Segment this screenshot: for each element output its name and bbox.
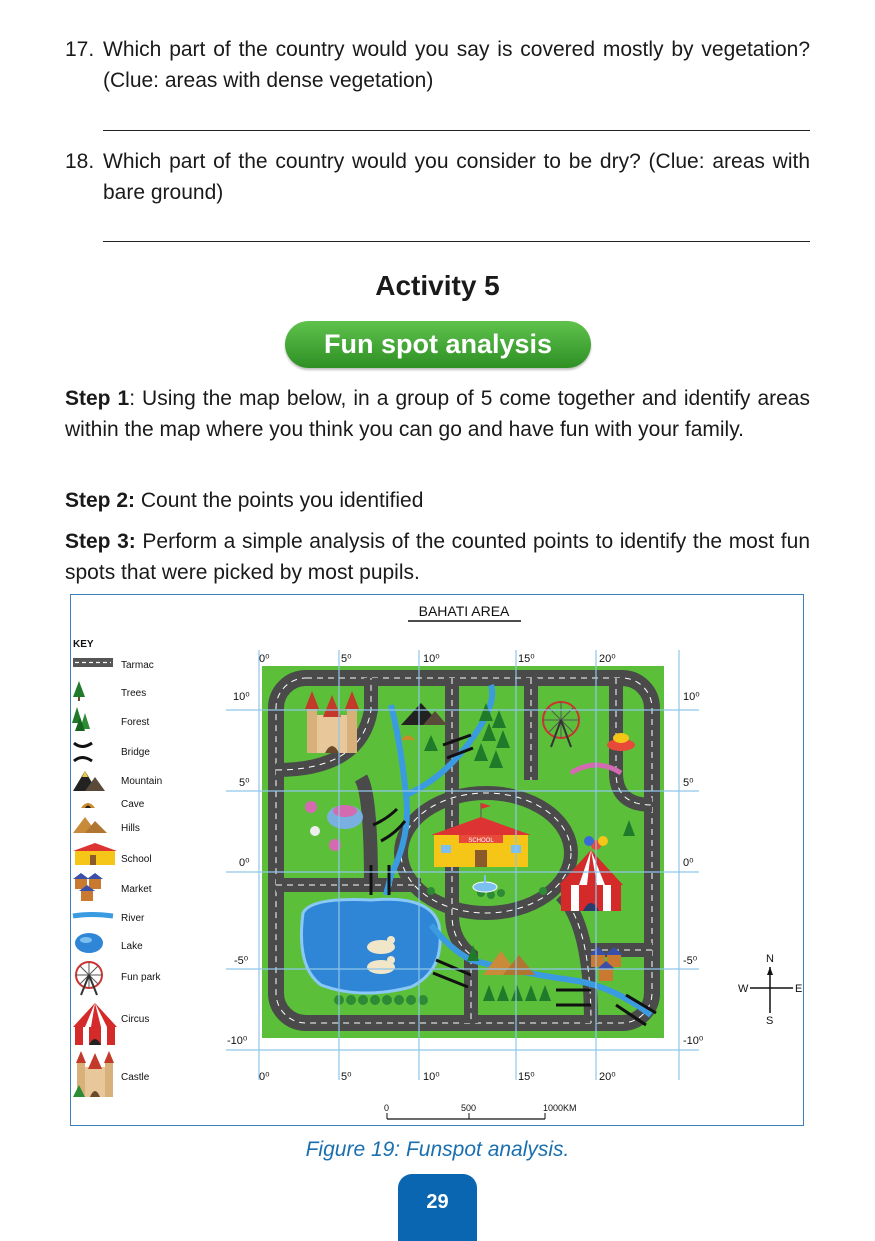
market-icon [73,873,103,901]
svg-text:-5⁰: -5⁰ [683,955,698,967]
svg-text:W: W [738,983,749,995]
question-17 [65,34,810,96]
key-label: Trees [121,688,147,699]
fun-park-icon [76,962,102,995]
svg-text:5⁰: 5⁰ [341,1071,352,1083]
svg-text:0⁰: 0⁰ [259,1071,270,1083]
key-label: Market [121,884,152,895]
svg-text:N: N [766,953,774,965]
school-icon [73,843,117,865]
step-label: Step 2: [65,489,136,512]
question-number: 17. [65,38,95,61]
page-number: 29 [398,1174,477,1241]
key-label: River [121,913,145,924]
answer-line[interactable] [103,241,810,242]
school-sign: SCHOOL [468,838,494,844]
svg-text:20⁰: 20⁰ [599,653,616,665]
map-y-labels-left [227,691,250,1047]
question-number: 18. [65,150,95,173]
hills-icon [73,817,107,833]
svg-text:10⁰: 10⁰ [423,653,440,665]
svg-text:S: S [766,1015,774,1027]
key-label: Bridge [121,747,150,758]
key-label: Tarmac [121,660,154,671]
map-y-labels-right [683,691,704,1047]
map-x-labels-top [259,653,616,665]
key-label: Circus [121,1014,150,1025]
svg-text:5⁰: 5⁰ [239,777,250,789]
map-figure [70,594,804,1126]
svg-text:0⁰: 0⁰ [239,857,250,869]
svg-text:10⁰: 10⁰ [683,691,700,703]
question-text: Which part of the country would you consider to be dry? (Clue: areas with bare ground) [103,150,810,204]
svg-text:-5⁰: -5⁰ [234,955,249,967]
question-18 [65,146,810,208]
svg-text:5⁰: 5⁰ [341,653,352,665]
mountain-icon [73,771,105,791]
svg-text:500: 500 [461,1103,477,1113]
activity-subtitle-badge: Fun spot analysis [285,321,591,368]
answer-line[interactable] [103,130,810,131]
key-label: School [121,854,152,865]
step-label: Step 1 [65,387,130,410]
svg-text:-10⁰: -10⁰ [227,1035,248,1047]
map-x-labels-bottom [259,1071,616,1083]
map-key [72,658,162,1097]
step-label: Step 3: [65,530,136,553]
svg-text:-10⁰: -10⁰ [683,1035,704,1047]
scale-bar [384,1103,577,1119]
step-1 [65,383,810,445]
svg-text:15⁰: 15⁰ [518,1071,535,1083]
svg-text:10⁰: 10⁰ [423,1071,440,1083]
bridge-icon [74,743,92,761]
step-2 [65,485,810,516]
forest-icon [72,707,90,731]
step-text: Perform a simple analysis of the counted points to identify the most fun spots that were picked by most pupils. [65,530,810,584]
key-label: Lake [121,941,143,952]
tarmac-icon [73,658,113,667]
svg-text:10⁰: 10⁰ [233,691,250,703]
activity-title: Activity 5 [375,270,500,301]
svg-text:15⁰: 15⁰ [518,653,535,665]
svg-text:0⁰: 0⁰ [683,857,694,869]
svg-text:1000KM: 1000KM [543,1103,577,1113]
key-label: Hills [121,823,140,834]
step-text: Count the points you identified [135,489,424,512]
svg-text:20⁰: 20⁰ [599,1071,616,1083]
svg-text:E: E [795,983,803,995]
lake-icon [75,933,103,953]
key-label: Cave [121,799,145,810]
svg-text:0⁰: 0⁰ [259,653,270,665]
cave-icon [81,803,95,808]
castle-icon [73,1051,114,1097]
map-title: BAHATI AREA [418,603,510,619]
key-label: Castle [121,1072,150,1083]
key-title: KEY [73,639,94,650]
tree-icon [73,681,85,701]
step-3 [65,526,810,588]
step-text: : Using the map below, in a group of 5 come together and identify areas within the map where you think you can go and have fun with your family. [65,387,810,441]
svg-text:0: 0 [384,1103,390,1113]
map-board [262,666,664,1038]
svg-text:5⁰: 5⁰ [683,777,694,789]
compass-rose [738,953,802,1027]
figure-caption: Figure 19: Funspot analysis. [305,1138,570,1161]
question-text: Which part of the country would you say is covered mostly by vegetation? (Clue: areas with dense vegetation) [103,38,810,92]
key-label: Mountain [121,776,163,787]
river-icon [73,915,113,917]
circus-icon [73,1003,117,1045]
key-label: Forest [121,717,150,728]
castle [305,691,359,753]
key-label: Fun park [121,972,161,983]
